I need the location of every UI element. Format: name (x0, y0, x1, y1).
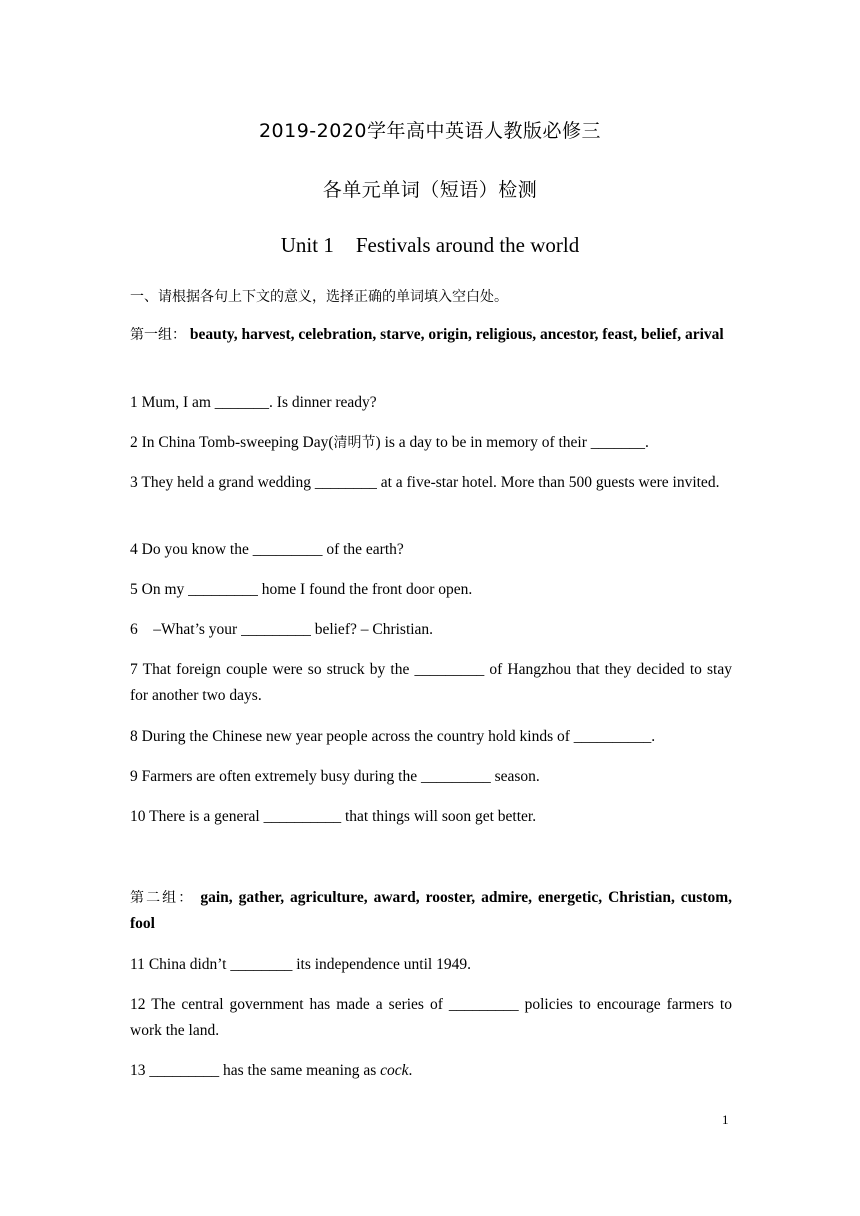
question-number: 12 (130, 996, 146, 1013)
group-1-label: 第一组： (130, 327, 186, 343)
group-1-words: beauty, harvest, celebration, starve, origin, religious, ancestor, feast, belief, arival (189, 326, 724, 343)
question-number: 1 (130, 394, 138, 411)
question-number: 10 (130, 808, 146, 825)
question-5 (130, 577, 732, 603)
document-title: 2019-2020学年高中英语人教版必修三 (258, 120, 602, 142)
question-13 (130, 1058, 732, 1084)
question-text-pre: In China Tomb-sweeping Day( (141, 434, 334, 451)
question-3 (130, 470, 732, 496)
question-text: During the Chinese new year people across the country hold kinds of __________. (141, 728, 656, 745)
question-text-post: . (408, 1062, 413, 1079)
group-2-words: gain, gather, agriculture, award, rooster, admire, energetic, Christian, custom, fool (130, 889, 733, 932)
question-number: 7 (130, 661, 138, 678)
question-text: Mum, I am _______. Is dinner ready? (141, 394, 377, 411)
question-number: 2 (130, 434, 138, 451)
question-text-cjk: 清明节 (333, 435, 376, 451)
question-text: –What’s your _________ belief? – Christian. (153, 621, 434, 638)
question-10 (130, 804, 732, 830)
question-number: 3 (130, 474, 138, 491)
question-text-italic: cock (380, 1062, 409, 1079)
question-4 (130, 537, 732, 563)
question-1 (130, 390, 732, 416)
question-text-post: ) is a day to be in memory of their _______. (375, 434, 649, 451)
document-subtitle: 各单元单词（短语）检测 (322, 179, 538, 201)
question-text: Farmers are often extremely busy during the _________ season. (141, 768, 540, 785)
question-text: Do you know the _________ of the earth? (141, 541, 404, 558)
unit-number: Unit 1 (280, 233, 334, 257)
unit-heading (0, 233, 860, 258)
question-8 (130, 724, 732, 750)
question-12 (130, 992, 732, 1044)
question-number: 8 (130, 728, 138, 745)
question-6 (130, 617, 732, 643)
question-number: 11 (130, 956, 145, 973)
group-2-label: 第二组： (130, 890, 195, 906)
question-text: On my _________ home I found the front door open. (141, 581, 473, 598)
question-7 (130, 657, 732, 709)
question-text: China didn’t ________ its independence until 1949. (148, 956, 471, 973)
word-group-1 (130, 322, 732, 348)
question-number: 4 (130, 541, 138, 558)
question-text: The central government has made a series of _________ policies to encourage farmers to work the land. (130, 996, 732, 1039)
question-number: 13 (130, 1062, 146, 1079)
question-text-pre: _________ has the same meaning as (149, 1062, 381, 1079)
question-number: 6 (130, 621, 138, 638)
word-group-2 (130, 885, 732, 937)
question-9 (130, 764, 732, 790)
question-11 (130, 952, 732, 978)
question-2 (130, 430, 732, 456)
section-instruction: 一、请根据各句上下文的意义，选择正确的单词填入空白处。 (130, 289, 508, 305)
question-number: 9 (130, 768, 138, 785)
question-text: That foreign couple were so struck by the _________ of Hangzhou that they decided to stay for another two days. (130, 661, 732, 704)
unit-name: Festivals around the world (355, 233, 580, 257)
question-number: 5 (130, 581, 138, 598)
page-number: 1 (722, 1112, 729, 1127)
question-text: They held a grand wedding ________ at a five-star hotel. More than 500 guests were invited. (141, 474, 720, 491)
question-text: There is a general __________ that things will soon get better. (149, 808, 537, 825)
